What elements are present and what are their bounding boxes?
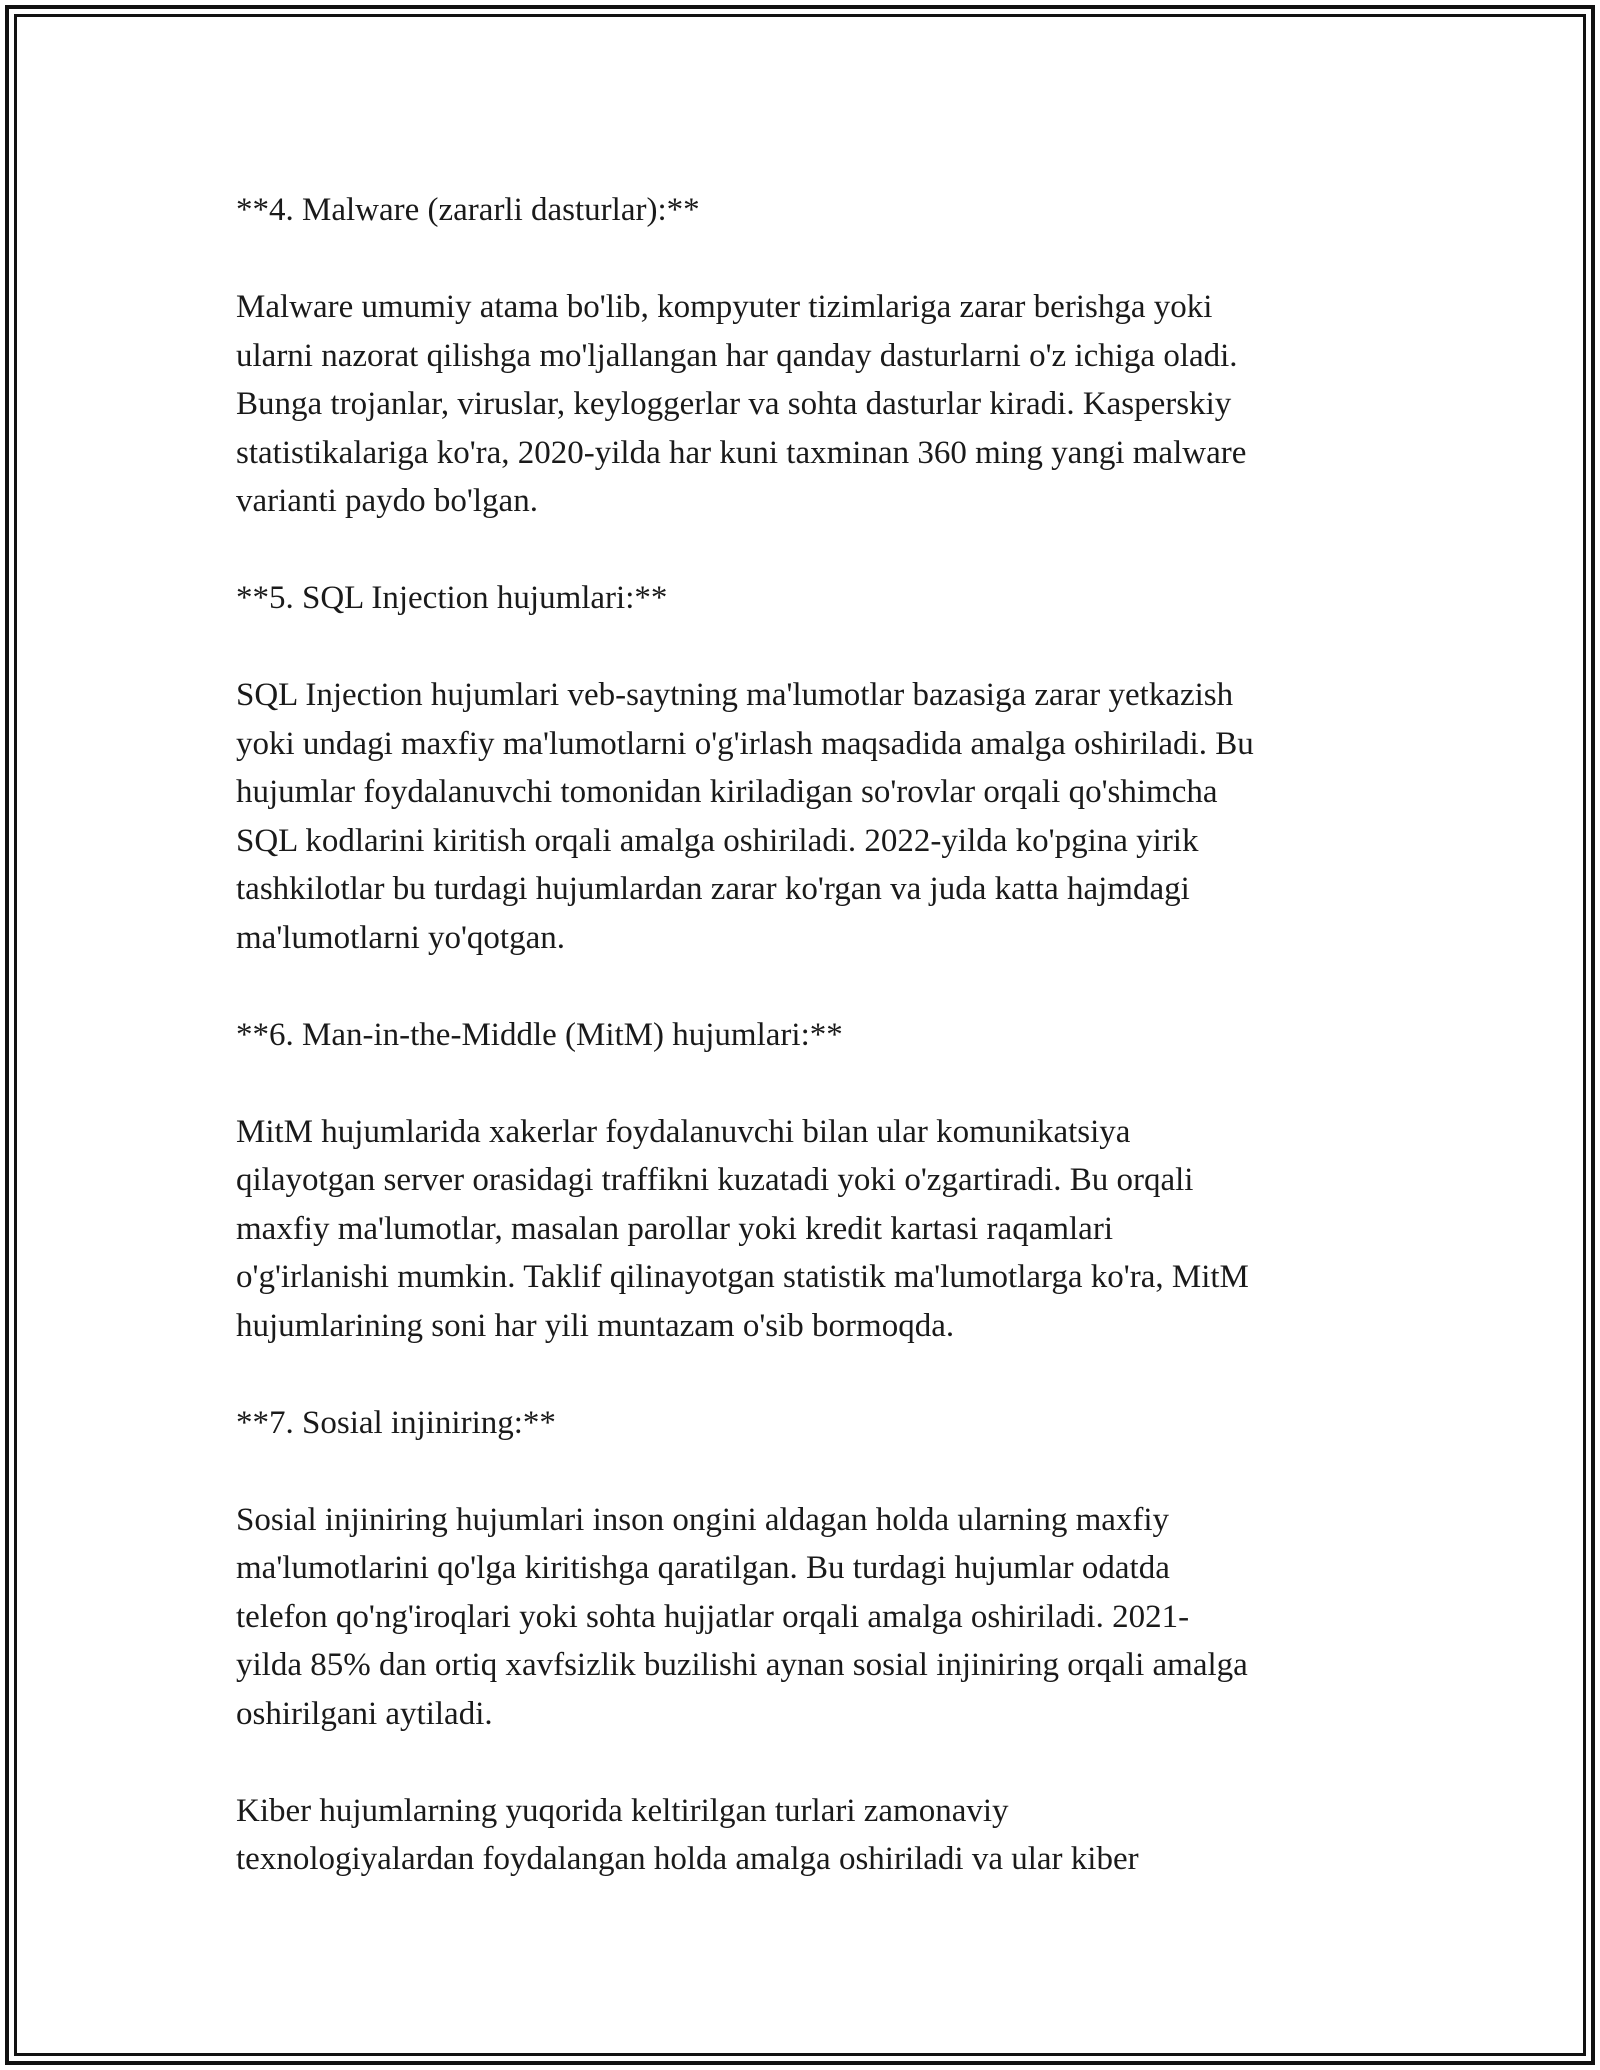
text-line: hujumlarining soni har yili muntazam o'sib bormoqda. <box>236 1307 955 1344</box>
document-body <box>236 186 1386 1884</box>
text-line: ma'lumotlarini qo'lga kiritishga qaratilgan. Bu turdagi hujumlar odatda <box>236 1550 1170 1586</box>
text-line: oshirilgani aytiladi. <box>236 1695 493 1732</box>
text-line: Sosial injiniring hujumlari inson ongini aldagan holda ularning maxfiy <box>236 1501 1170 1538</box>
body-paragraph <box>236 283 1386 526</box>
text-line: Kiber hujumlarning yuqorida keltirilgan turlari zamonaviy <box>236 1792 1009 1829</box>
text-line: ma'lumotlarni yo'qotgan. <box>236 919 566 956</box>
text-line: o'g'irlanishi mumkin. Taklif qilinayotgan statistik ma'lumotlarga ko'ra, MitM <box>236 1259 1249 1295</box>
text-line: qilayotgan server orasidagi traffikni kuzatadi yoki o'zgartiradi. Bu orqali <box>236 1162 1194 1198</box>
text-line: telefon qo'ng'iroqlari yoki sohta hujjatlar orqali amalga oshiriladi. 2021- <box>236 1598 1190 1635</box>
text-line: SQL kodlarini kiritish orqali amalga oshiriladi. 2022-yilda ko'pgina yirik <box>236 822 1199 859</box>
text-line: **4. Malware (zararli dasturlar):** <box>236 192 700 228</box>
body-paragraph <box>236 1496 1386 1739</box>
text-line: ularni nazorat qilishga mo'ljallangan har qanday dasturlarni o'z ichiga oladi. <box>236 337 1238 374</box>
text-line: yoki undagi maxfiy ma'lumotlarni o'g'irlash maqsadida amalga oshiriladi. Bu <box>236 725 1254 762</box>
section-heading <box>236 186 1386 235</box>
text-line: hujumlar foydalanuvchi tomonidan kiriladigan so'rovlar orqali qo'shimcha <box>236 774 1218 810</box>
section-heading <box>236 1399 1386 1448</box>
text-line: SQL Injection hujumlari veb-saytning ma'lumotlar bazasiga zarar yetkazish <box>236 677 1234 713</box>
text-line: **7. Sosial injiniring:** <box>236 1404 556 1441</box>
text-line: **6. Man-in-the-Middle (MitM) hujumlari:** <box>236 1016 843 1053</box>
section-heading <box>236 574 1386 623</box>
body-paragraph <box>236 671 1386 962</box>
text-line: Malware umumiy atama bo'lib, kompyuter tizimlariga zarar berishga yoki <box>236 289 1213 325</box>
text-line: tashkilotlar bu turdagi hujumlardan zarar ko'rgan va juda katta hajmdagi <box>236 871 1190 907</box>
text-line: Bunga trojanlar, viruslar, keyloggerlar va sohta dasturlar kiradi. Kasperskiy <box>236 386 1232 422</box>
section-heading <box>236 1011 1386 1060</box>
text-line: **5. SQL Injection hujumlari:** <box>236 580 668 616</box>
text-line: maxfiy ma'lumotlar, masalan parollar yoki kredit kartasi raqamlari <box>236 1210 1113 1247</box>
text-line: statistikalariga ko'ra, 2020-yilda har kuni taxminan 360 ming yangi malware <box>236 434 1247 471</box>
text-line: yilda 85% dan ortiq xavfsizlik buzilishi aynan sosial injiniring orqali amalga <box>236 1647 1248 1683</box>
body-paragraph <box>236 1108 1386 1351</box>
text-line: texnologiyalardan foydalangan holda amalga oshiriladi va ular kiber <box>236 1841 1139 1877</box>
text-line: varianti paydo bo'lgan. <box>236 483 538 519</box>
text-line: MitM hujumlarida xakerlar foydalanuvchi bilan ular komunikatsiya <box>236 1113 1131 1150</box>
body-paragraph <box>236 1787 1386 1884</box>
